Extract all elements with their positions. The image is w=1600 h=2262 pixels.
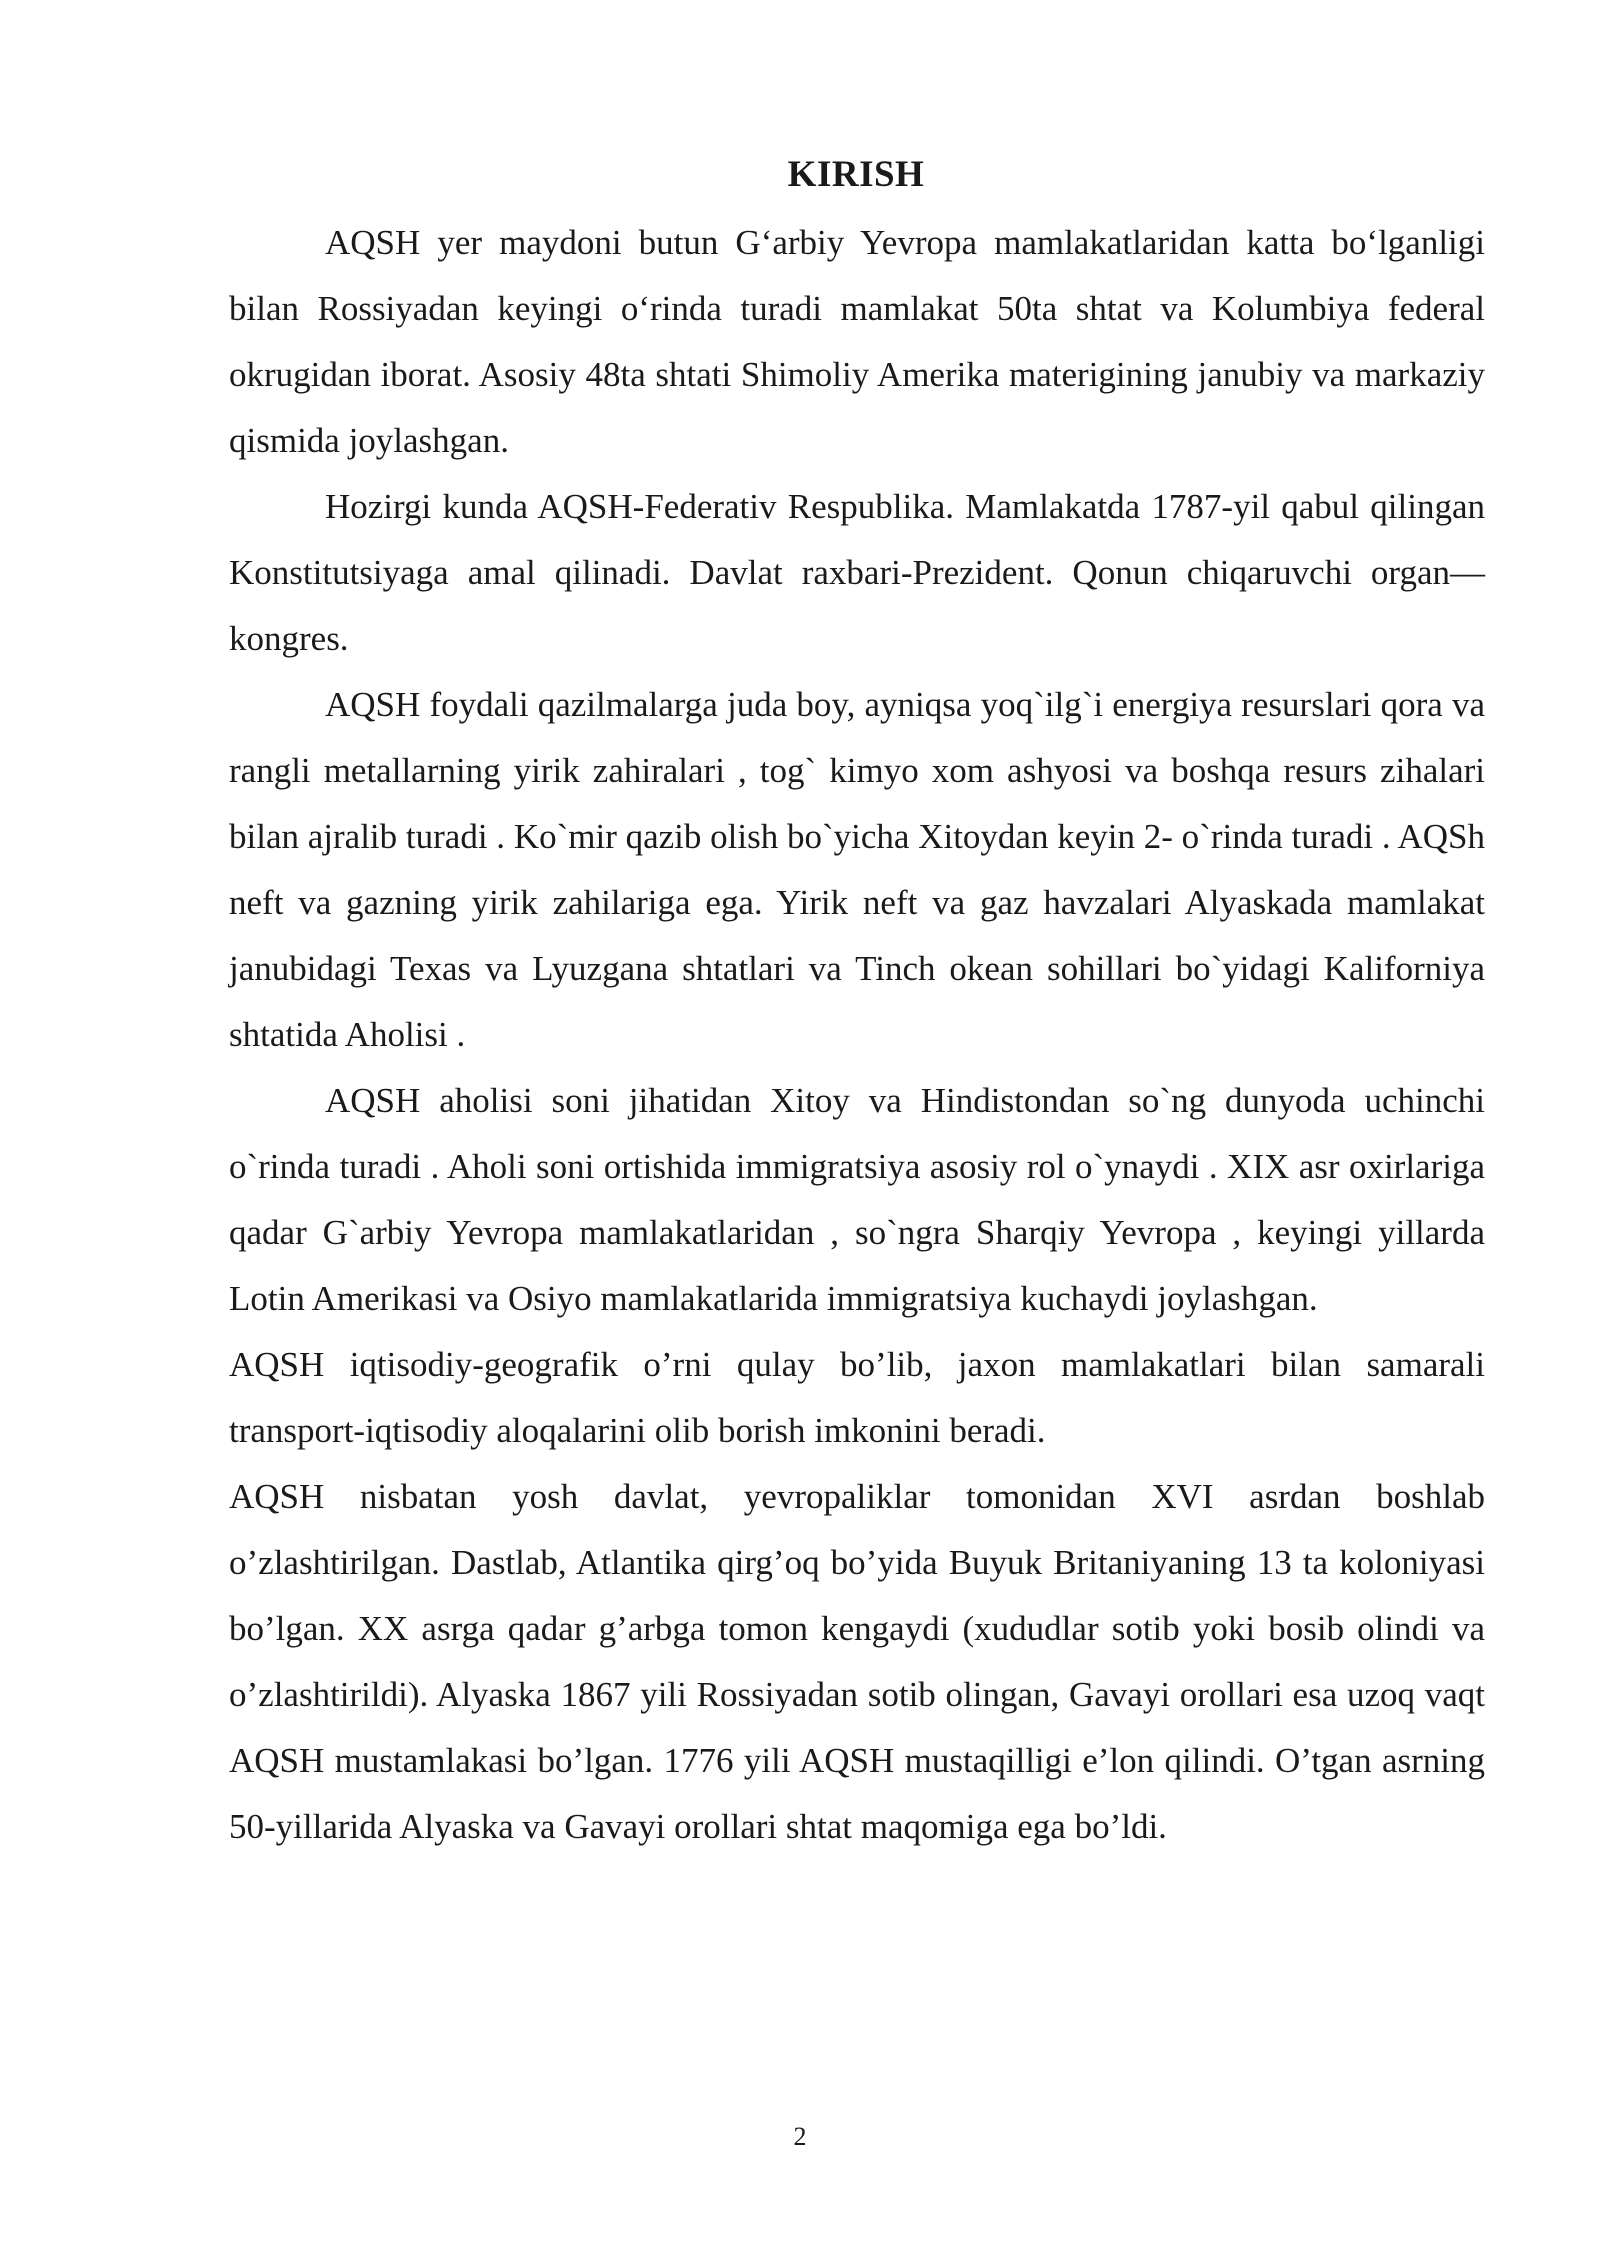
paragraph-government: Hozirgi kunda AQSH-Federativ Respublika. Mamlakatda 1787-yil qabul qilingan Konstitutsiyaga amal qilinadi. Davlat raxbari-Prezident. Qonun chiqaruvchi organ—kongres. <box>229 487 1485 658</box>
paragraph-resources: AQSH foydali qazilmalarga juda boy, ayniqsa yoq`ilg`i energiya resurslari qora va rangli metallarning yirik zahiralari , tog` kimyo xom ashyosi va boshqa resurs zihalari bilan ajralib turadi . Ko`mir qazib olish bo`yicha Xitoydan keyin 2- o`rinda turadi . AQSh neft va gazning yirik zahilariga ega. Yirik neft va gaz havzalari Alyaskada mamlakat janubidagi Texas va Lyuzgana shtatlari va Tinch okean sohillari bo`yidagi Kaliforniya shtatida Aholisi . <box>229 685 1485 1054</box>
section-title: KIRISH <box>787 154 925 195</box>
paragraph-population: AQSH aholisi soni jihatidan Xitoy va Hindistondan so`ng dunyoda uchinchi o`rinda turadi . Aholi soni ortishida immigratsiya asosiy rol o`ynaydi . XIX asr oxirlariga qadar G`arbiy Yevropa mamlakatlaridan , so`ngra Sharqiy Yevropa , keyingi yillarda Lotin Amerikasi va Osiyo mamlakatlarida immigratsiya kuchaydi joylashgan. <box>229 1081 1485 1318</box>
paragraph-territory: AQSH yer maydoni butun G‘arbiy Yevropa mamlakatlaridan katta bo‘lganligi bilan Rossiyadan keyingi o‘rinda turadi mamlakat 50ta shtat va Kolumbiya federal okrugidan iborat. Asosiy 48ta shtati Shimoliy Amerika materigining janubiy va markaziy qismida joylashgan. <box>229 223 1485 460</box>
page-number: 2 <box>793 2122 807 2151</box>
body-text <box>229 210 1485 1860</box>
paragraph-history: AQSH nisbatan yosh davlat, yevropaliklar tomonidan XVI asrdan boshlab o’zlashtirilgan. Dastlab, Atlantika qirg’oq bo’yida Buyuk Britaniyaning 13 ta koloniyasi bo’lgan. XX asrga qadar g’arbga tomon kengaydi (xududlar sotib yoki bosib olindi va o’zlashtirildi). Alyaska 1867 yili Rossiyadan sotib olingan, Gavayi orollari esa uzoq vaqt AQSH mustamlakasi bo’lgan. 1776 yili AQSH mustaqilligi e’lon qilindi. O’tgan asrning 50-yillarida Alyaska va Gavayi orollari shtat maqomiga ega bo’ldi. <box>229 1477 1485 1846</box>
paragraph-geography: AQSH iqtisodiy-geografik o’rni qulay bo’lib, jaxon mamlakatlari bilan samarali transport-iqtisodiy aloqalarini olib borish imkonini beradi. <box>229 1345 1485 1450</box>
